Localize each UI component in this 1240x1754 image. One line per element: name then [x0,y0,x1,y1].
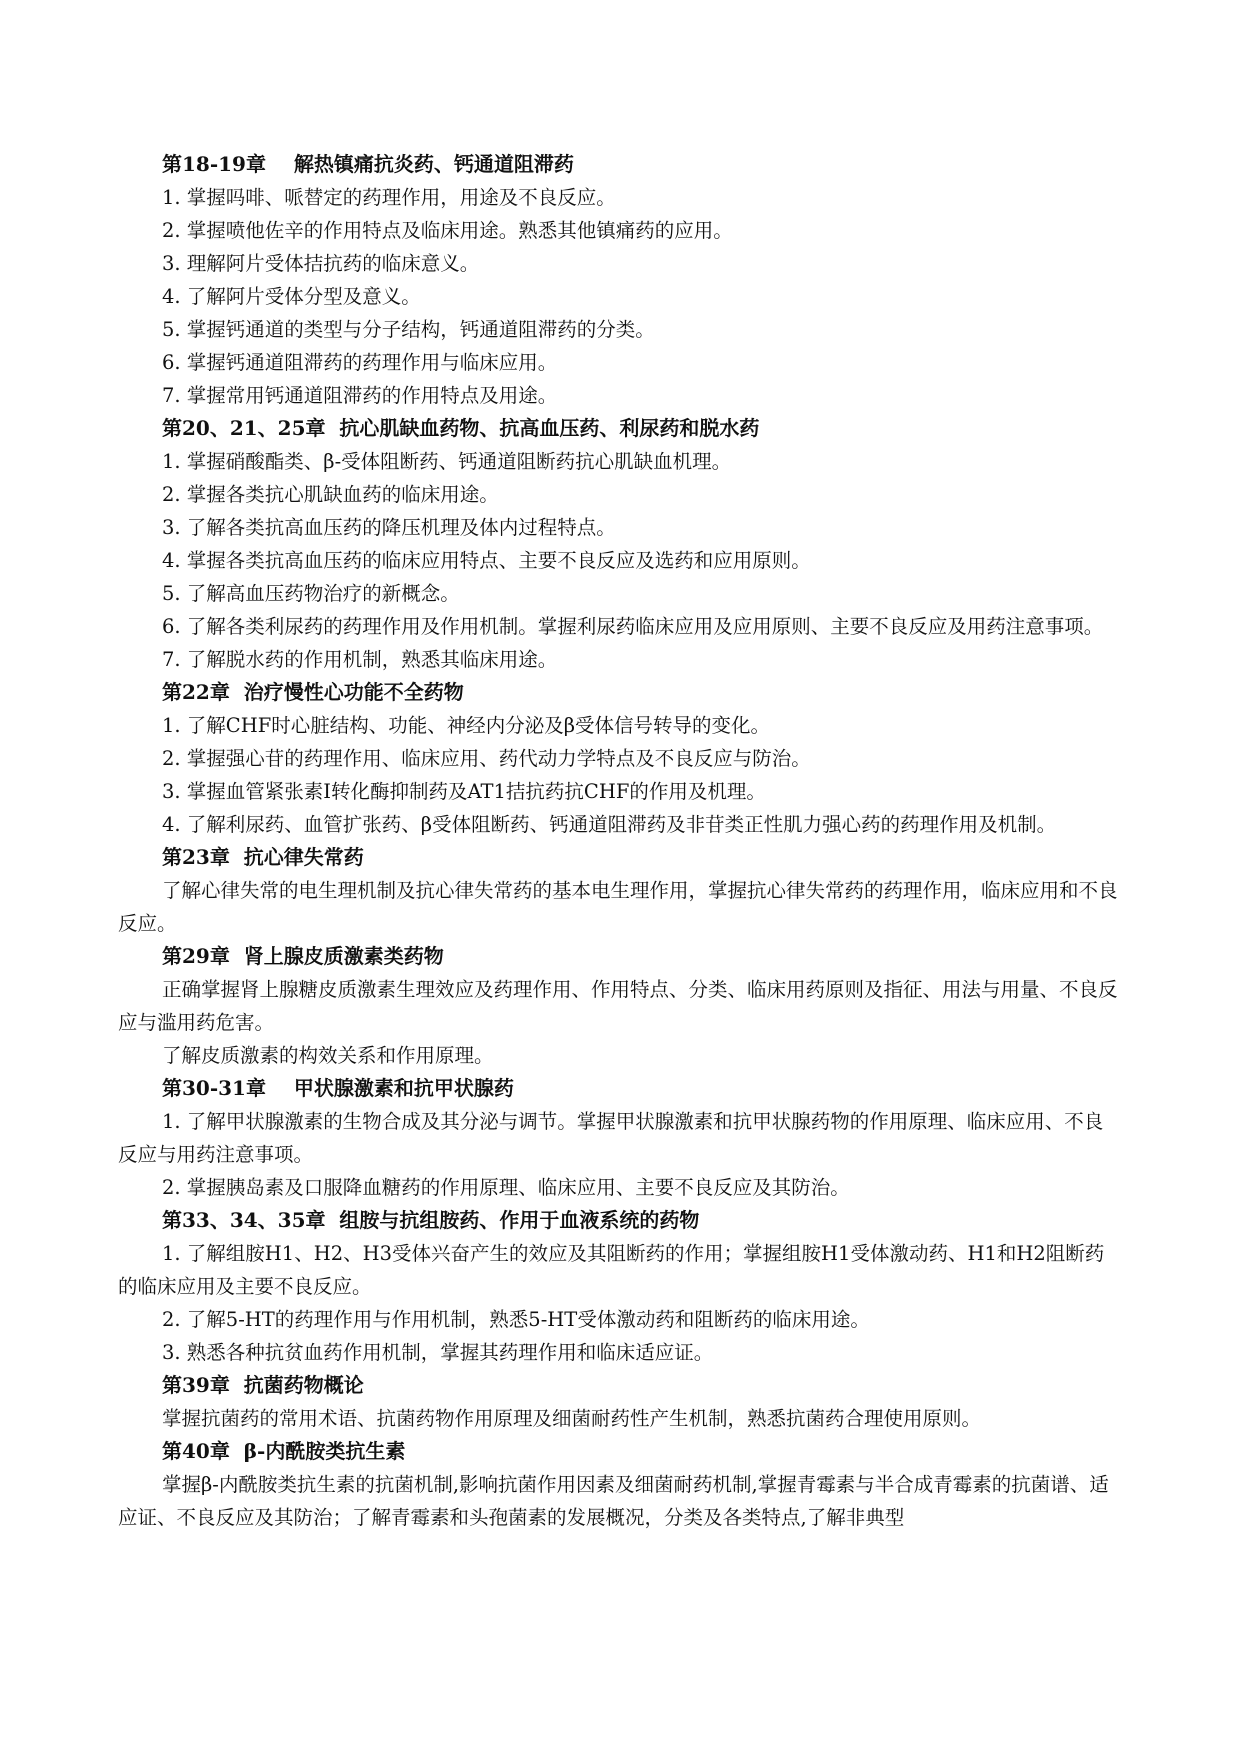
list-item: 2. 掌握强心苷的药理作用、临床应用、药代动力学特点及不良反应与防治。 [162,747,811,770]
section-heading: 第20、21、25章 抗心肌缺血药物、抗高血压药、利尿药和脱水药 [162,416,760,440]
list-item: 3. 了解各类抗高血压药的降压机理及体内过程特点。 [162,516,616,539]
section-heading: 第18-19章 解热镇痛抗炎药、钙通道阻滞药 [162,152,574,176]
section-chapter-30-31 [118,1072,1122,1204]
section-chapter-18-19 [118,148,1122,412]
list-item: 3. 理解阿片受体拮抗药的临床意义。 [162,252,480,275]
paragraph: 掌握抗菌药的常用术语、抗菌药物作用原理及细菌耐药性产生机制，熟悉抗菌药合理使用原则。 [162,1407,982,1430]
list-item: 1. 了解组胺H1、H2、H3受体兴奋产生的效应及其阻断药的作用；掌握组胺H1受体激动药、H1和H2阻断药的临床应用及主要不良反应。 [118,1242,1105,1298]
list-item: 3. 掌握血管紧张素Ⅰ转化酶抑制药及AT1拮抗药抗CHF的作用及机理。 [162,780,766,803]
list-item: 6. 了解各类利尿药的药理作用及作用机制。掌握利尿药临床应用及应用原则、主要不良反应及用药注意事项。 [162,615,1104,638]
section-heading: 第39章 抗菌药物概论 [162,1373,364,1397]
section-heading: 第40章 β-内酰胺类抗生素 [162,1439,406,1463]
section-chapter-40 [118,1435,1122,1534]
section-chapter-23 [118,841,1122,940]
section-chapter-22 [118,676,1122,841]
paragraph: 掌握β-内酰胺类抗生素的抗菌机制,影响抗菌作用因素及细菌耐药机制,掌握青霉素与半合成青霉素的抗菌谱、适应证、不良反应及其防治；了解青霉素和头孢菌素的发展概况，分类及各类特点,了解非典型 [118,1473,1109,1529]
section-heading: 第23章 抗心律失常药 [162,845,364,869]
list-item: 2. 了解5-HT的药理作用与作用机制，熟悉5-HT受体激动药和阻断药的临床用途。 [162,1308,870,1331]
list-item: 1. 掌握硝酸酯类、β-受体阻断药、钙通道阻断药抗心肌缺血机理。 [162,450,732,473]
list-item: 5. 掌握钙通道的类型与分子结构，钙通道阻滞药的分类。 [162,318,655,341]
list-item: 5. 了解高血压药物治疗的新概念。 [162,582,460,605]
section-heading: 第30-31章 甲状腺激素和抗甲状腺药 [162,1076,514,1100]
paragraph: 了解皮质激素的构效关系和作用原理。 [162,1044,494,1067]
list-item: 2. 掌握喷他佐辛的作用特点及临床用途。熟悉其他镇痛药的应用。 [162,219,733,242]
list-item: 6. 掌握钙通道阻滞药的药理作用与临床应用。 [162,351,558,374]
section-chapter-29 [118,940,1122,1072]
section-heading: 第22章 治疗慢性心功能不全药物 [162,680,464,704]
list-item: 4. 掌握各类抗高血压药的临床应用特点、主要不良反应及选药和应用原则。 [162,549,811,572]
list-item: 4. 了解阿片受体分型及意义。 [162,285,421,308]
section-chapter-20-21-25 [118,412,1122,676]
paragraph: 了解心律失常的电生理机制及抗心律失常药的基本电生理作用，掌握抗心律失常药的药理作用，临床应用和不良反应。 [118,879,1118,935]
list-item: 4. 了解利尿药、血管扩张药、β受体阻断药、钙通道阻滞药及非苷类正性肌力强心药的药理作用及机制。 [162,813,1057,836]
list-item: 3. 熟悉各种抗贫血药作用机制，掌握其药理作用和临床适应证。 [162,1341,714,1364]
list-item: 7. 了解脱水药的作用机制，熟悉其临床用途。 [162,648,558,671]
list-item: 1. 了解甲状腺激素的生物合成及其分泌与调节。掌握甲状腺激素和抗甲状腺药物的作用原理、临床应用、不良反应与用药注意事项。 [118,1110,1104,1166]
list-item: 1. 了解CHF时心脏结构、功能、神经内分泌及β受体信号转导的变化。 [162,714,771,737]
paragraph: 正确掌握肾上腺糖皮质激素生理效应及药理作用、作用特点、分类、临床用药原则及指征、用法与用量、不良反应与滥用药危害。 [118,978,1118,1034]
section-heading: 第29章 肾上腺皮质激素类药物 [162,944,444,968]
section-chapter-39 [118,1369,1122,1435]
list-item: 7. 掌握常用钙通道阻滞药的作用特点及用途。 [162,384,558,407]
list-item: 2. 掌握胰岛素及口服降血糖药的作用原理、临床应用、主要不良反应及其防治。 [162,1176,850,1199]
section-chapter-33-34-35 [118,1204,1122,1369]
list-item: 2. 掌握各类抗心肌缺血药的临床用途。 [162,483,499,506]
list-item: 1. 掌握吗啡、哌替定的药理作用，用途及不良反应。 [162,186,616,209]
section-heading: 第33、34、35章 组胺与抗组胺药、作用于血液系统的药物 [162,1208,700,1232]
